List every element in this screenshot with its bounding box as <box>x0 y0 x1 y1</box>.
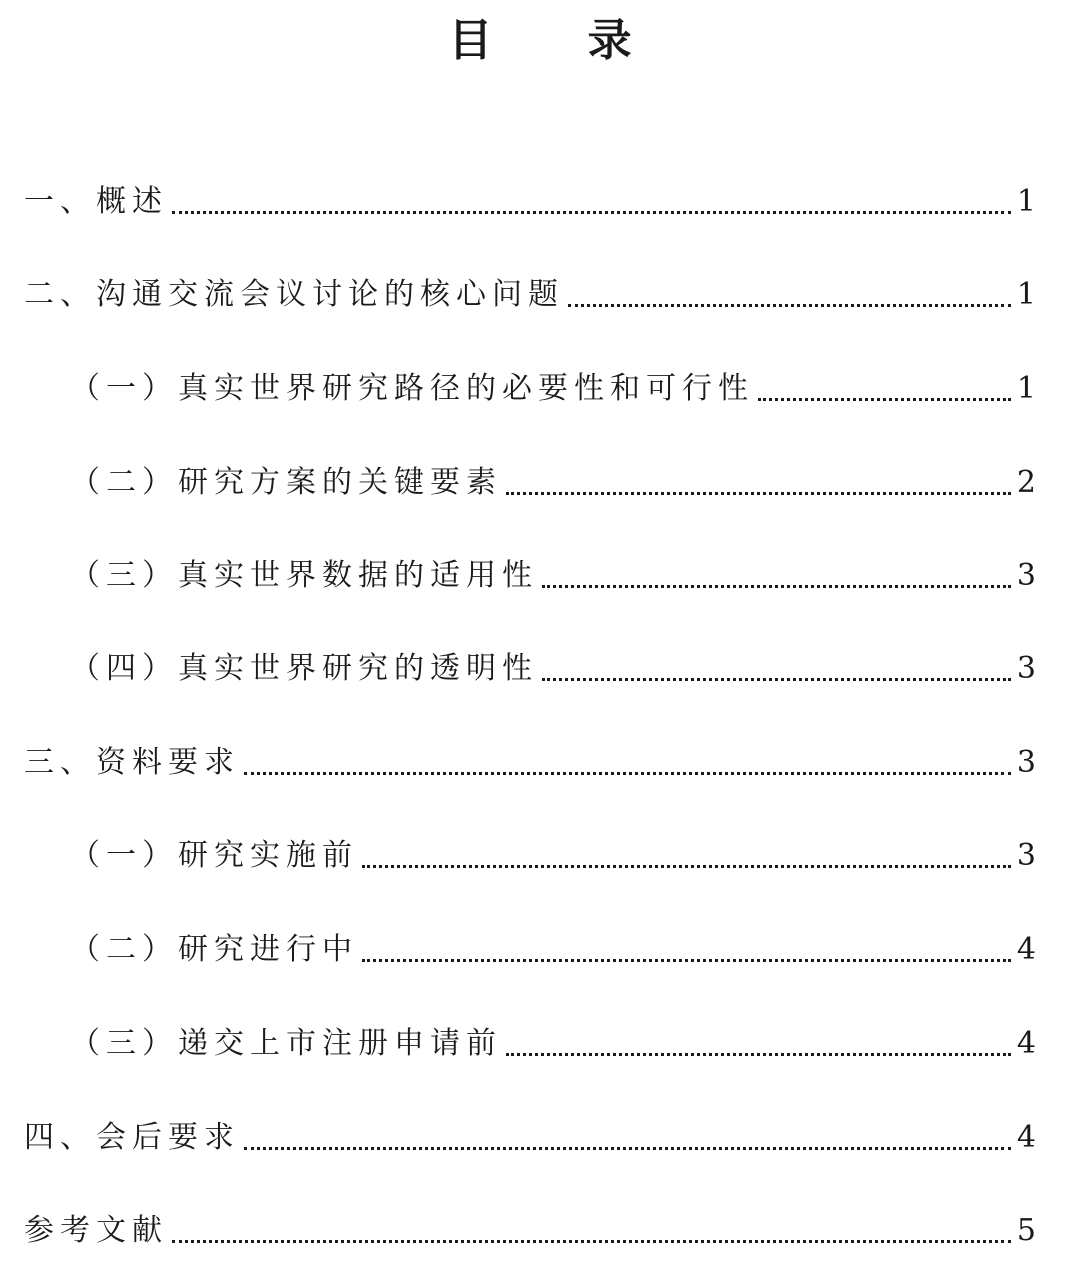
toc-entry-data-applicability[interactable] <box>70 554 1036 598</box>
toc-entry-page: 3 <box>1016 838 1036 873</box>
toc-entry-page: 1 <box>1016 184 1036 219</box>
toc-entry-page: 3 <box>1016 558 1036 593</box>
dot-leader <box>244 1147 1011 1150</box>
toc-entry-label: 四、会后要求 <box>24 1120 240 1155</box>
dot-leader <box>362 865 1011 868</box>
dot-leader <box>172 1240 1011 1243</box>
toc-entry-label: （一）研究实施前 <box>70 838 358 873</box>
toc-entry-page: 1 <box>1016 371 1036 406</box>
toc-entry-references[interactable] <box>24 1209 1036 1253</box>
toc-entry-post-meeting[interactable] <box>24 1116 1036 1160</box>
toc-entry-page: 3 <box>1016 651 1036 686</box>
dot-leader <box>244 772 1011 775</box>
toc-entry-page: 4 <box>1016 1026 1036 1061</box>
toc-entry-label: 一、概述 <box>24 184 168 219</box>
toc-entry-page: 4 <box>1016 932 1036 967</box>
toc-entry-label: （三）递交上市注册申请前 <box>70 1026 502 1061</box>
toc-entry-label: 二、沟通交流会议讨论的核心问题 <box>24 277 564 312</box>
toc-entry-label: 参考文献 <box>24 1213 168 1248</box>
dot-leader <box>506 492 1011 495</box>
toc-entry-overview[interactable] <box>24 180 1036 224</box>
dot-leader <box>758 398 1011 401</box>
dot-leader <box>362 959 1011 962</box>
toc-entry-key-elements[interactable] <box>70 461 1036 505</box>
toc-entry-page: 5 <box>1016 1213 1036 1248</box>
dot-leader <box>172 211 1011 214</box>
toc-entry-during-study[interactable] <box>70 928 1036 972</box>
toc-entry-label: （二）研究进行中 <box>70 932 358 967</box>
toc-entry-label: （二）研究方案的关键要素 <box>70 465 502 500</box>
toc-entry-label: 三、资料要求 <box>24 745 240 780</box>
toc-entry-page: 1 <box>1016 277 1036 312</box>
toc-entry-before-submission[interactable] <box>70 1022 1036 1066</box>
toc-entry-necessity-feasibility[interactable] <box>70 367 1036 411</box>
dot-leader <box>542 678 1011 681</box>
toc-entry-material-requirements[interactable] <box>24 741 1036 785</box>
dot-leader <box>568 304 1011 307</box>
toc-entry-page: 4 <box>1016 1120 1036 1155</box>
toc-entry-page: 2 <box>1016 465 1036 500</box>
toc-entry-core-issues[interactable] <box>24 273 1036 317</box>
toc-entry-page: 3 <box>1016 745 1036 780</box>
toc-entry-before-study[interactable] <box>70 834 1036 878</box>
toc-entry-label: （一）真实世界研究路径的必要性和可行性 <box>70 371 754 406</box>
toc-entry-transparency[interactable] <box>70 647 1036 691</box>
dot-leader <box>506 1053 1011 1056</box>
toc-entry-label: （三）真实世界数据的适用性 <box>70 558 538 593</box>
dot-leader <box>542 585 1011 588</box>
toc-entry-label: （四）真实世界研究的透明性 <box>70 651 538 686</box>
page-title: 目 录 <box>448 15 672 66</box>
